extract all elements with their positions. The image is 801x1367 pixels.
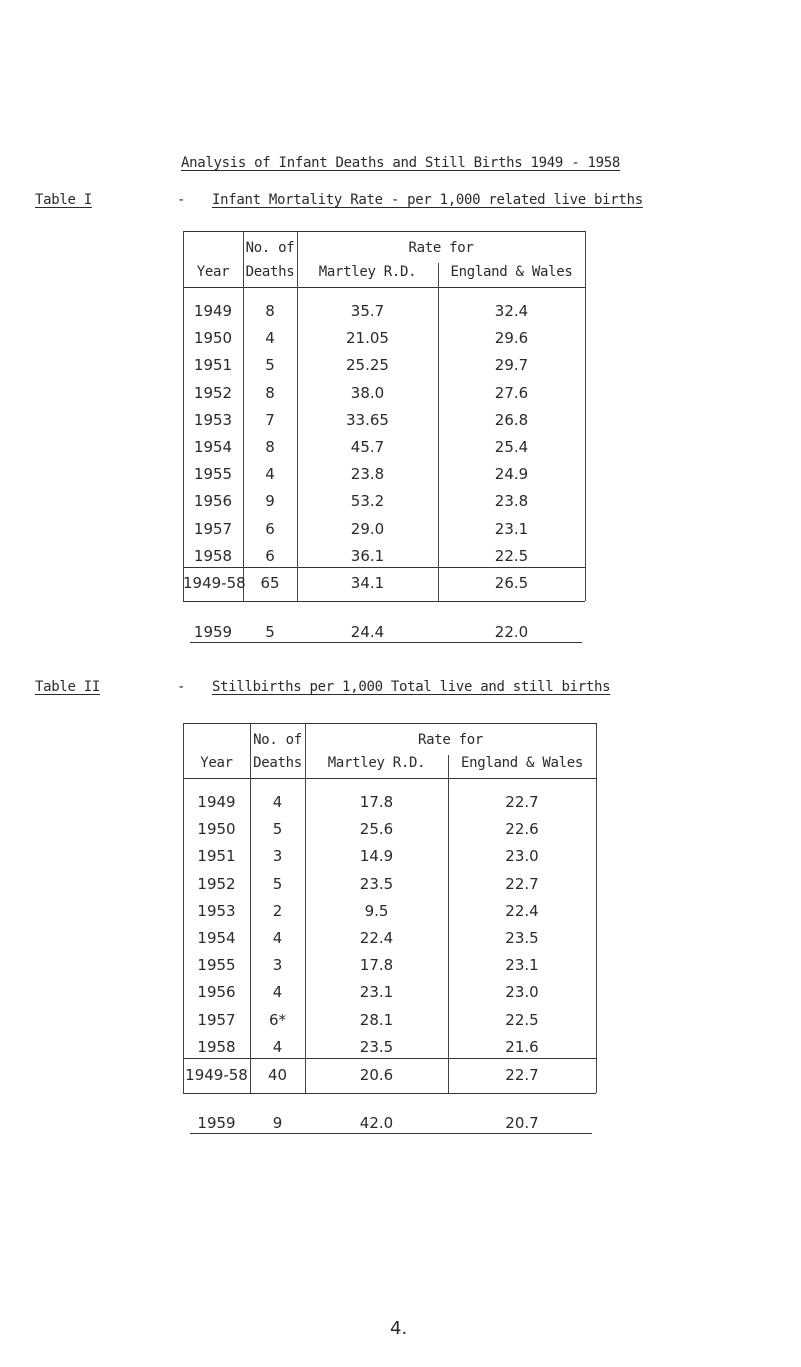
table2-extra-national: 20.7 xyxy=(505,1114,539,1132)
table1-row-year: 1950 xyxy=(193,329,233,348)
table2-row-national: 23.1 xyxy=(505,956,539,975)
table2-total-local: 20.6 xyxy=(359,1066,394,1084)
table2-row-year: 1957 xyxy=(197,1010,236,1029)
table2-row-local: 25.6 xyxy=(359,820,394,839)
table1-extra-national: 22.0 xyxy=(494,623,529,641)
page-number: 4. xyxy=(390,1318,408,1339)
table1-row-deaths: 6 xyxy=(265,519,275,538)
table1-total-year: 1949-58 xyxy=(183,574,246,592)
table1-row-national: 26.8 xyxy=(494,410,529,429)
table1-row-national: 23.1 xyxy=(494,519,529,538)
table2-header-deaths-line1: No. of xyxy=(253,732,302,748)
table2-row-deaths: 2 xyxy=(272,901,283,920)
table2-dash: - xyxy=(177,679,186,695)
table1-extra-deaths: 5 xyxy=(265,623,275,641)
table2-row-year: 1951 xyxy=(197,847,236,866)
table1-row-deaths: 6 xyxy=(265,546,275,565)
table1-header-deaths-line1: No. of xyxy=(245,240,295,256)
table2-row-national: 22.4 xyxy=(505,901,539,920)
table2-row-local: 9.5 xyxy=(364,901,389,920)
table1-row-deaths: 8 xyxy=(265,383,275,402)
table1-row-local: 33.65 xyxy=(346,410,389,429)
table2-row-year: 1958 xyxy=(197,1037,236,1056)
table2-header-national: England & Wales xyxy=(461,755,583,771)
table2-row-national: 22.7 xyxy=(505,874,539,893)
table2-row-national: 23.5 xyxy=(505,929,539,947)
table2-row-national: 22.5 xyxy=(505,1010,539,1029)
table2-row-year: 1952 xyxy=(197,874,236,893)
table1-header-year: Year xyxy=(196,264,230,280)
table2-caption: Stillbirths per 1,000 Total live and still births xyxy=(212,679,611,695)
table1-caption: Infant Mortality Rate - per 1,000 related live births xyxy=(212,192,643,208)
page-title: Analysis of Infant Deaths and Still Births 1949 - 1958 xyxy=(181,155,620,171)
table2-row-deaths: 6* xyxy=(268,1010,287,1029)
table2-total-deaths: 40 xyxy=(267,1066,288,1084)
table1-row-national: 25.4 xyxy=(494,438,529,456)
table1-row-deaths: 4 xyxy=(265,465,275,484)
table2-row-deaths: 4 xyxy=(272,983,283,1002)
table1-row-local: 25.25 xyxy=(346,356,389,375)
table2-row-deaths: 4 xyxy=(272,1037,283,1056)
table2-row-national: 21.6 xyxy=(505,1037,539,1056)
table2-total-year: 1949-58 xyxy=(185,1066,248,1084)
table2-extra-deaths: 9 xyxy=(272,1114,283,1132)
table2-row-deaths: 4 xyxy=(272,929,283,947)
table1-total-national: 26.5 xyxy=(494,574,529,592)
table2-row-deaths: 3 xyxy=(272,956,283,975)
table2-row-year: 1954 xyxy=(197,929,236,947)
table2-row-deaths: 3 xyxy=(272,847,283,866)
table2-extra-local: 42.0 xyxy=(359,1114,394,1132)
table2-row-local: 22.4 xyxy=(359,929,394,947)
table1-row-local: 29.0 xyxy=(350,519,385,538)
table1-row-year: 1956 xyxy=(193,492,233,511)
table1-row-national: 27.6 xyxy=(494,383,529,402)
table1-row-deaths: 8 xyxy=(265,302,275,320)
table1-row-national: 23.8 xyxy=(494,492,529,511)
table2-total-national: 22.7 xyxy=(505,1066,539,1084)
table1-row-year: 1958 xyxy=(193,546,233,565)
table1-row-deaths: 8 xyxy=(265,438,275,456)
table1-row-year: 1949 xyxy=(193,302,233,320)
table2-row-local: 23.1 xyxy=(359,983,394,1002)
table1-extra-underline xyxy=(190,642,582,643)
table2-extra-year: 1959 xyxy=(197,1114,236,1132)
table1-header-national: England & Wales xyxy=(450,264,573,280)
table1-row-deaths: 5 xyxy=(265,356,275,375)
table2-row-national: 22.7 xyxy=(505,793,539,811)
table2-header-year: Year xyxy=(200,755,233,771)
table1-total-deaths: 65 xyxy=(260,574,280,592)
table2-label: Table II xyxy=(35,679,101,695)
table2-row-year: 1949 xyxy=(197,793,236,811)
table2-row-year: 1956 xyxy=(197,983,236,1002)
table1-dash: - xyxy=(177,192,186,208)
table1-row-local: 21.05 xyxy=(346,329,389,348)
table2-row-local: 17.8 xyxy=(359,793,394,811)
table2-row-year: 1955 xyxy=(197,956,236,975)
table2-row-deaths: 4 xyxy=(272,793,283,811)
table1-row-year: 1953 xyxy=(193,410,233,429)
table2-row-deaths: 5 xyxy=(272,874,283,893)
table2-row-local: 17.8 xyxy=(359,956,394,975)
table2-row-year: 1950 xyxy=(197,820,236,839)
table1-row-deaths: 9 xyxy=(265,492,275,511)
table1-header-deaths-line2: Deaths xyxy=(245,264,295,280)
table1-row-local: 38.0 xyxy=(350,383,385,402)
table1-row-local: 23.8 xyxy=(350,465,385,484)
table2-row-local: 23.5 xyxy=(359,874,394,893)
table1-row-local: 45.7 xyxy=(350,438,385,456)
table1-row-national: 24.9 xyxy=(494,465,529,484)
table1-row-deaths: 7 xyxy=(265,410,275,429)
table1-row-year: 1952 xyxy=(193,383,233,402)
table1-row-local: 53.2 xyxy=(350,492,385,511)
table2-row-deaths: 5 xyxy=(272,820,283,839)
table2-row-national: 23.0 xyxy=(505,847,539,866)
table1-row-year: 1957 xyxy=(193,519,233,538)
table2-row-national: 23.0 xyxy=(505,983,539,1002)
table1-row-deaths: 4 xyxy=(265,329,275,348)
table1-row-national: 29.7 xyxy=(494,356,529,375)
table2-row-local: 23.5 xyxy=(359,1037,394,1056)
table1-extra-local: 24.4 xyxy=(350,623,385,641)
table1-header-rate-for: Rate for xyxy=(408,240,474,256)
table1-row-national: 29.6 xyxy=(494,329,529,348)
table1-row-local: 36.1 xyxy=(350,546,385,565)
table1-total-local: 34.1 xyxy=(350,574,385,592)
table1-row-local: 35.7 xyxy=(350,302,385,320)
table2-row-national: 22.6 xyxy=(505,820,539,839)
table2-header-deaths-line2: Deaths xyxy=(253,755,302,771)
table1-label: Table I xyxy=(35,192,92,208)
table2-extra-underline xyxy=(190,1133,592,1134)
table2-header-local: Martley R.D. xyxy=(327,755,426,771)
table1-row-year: 1955 xyxy=(193,465,233,484)
table2-row-local: 28.1 xyxy=(359,1010,394,1029)
table2-row-year: 1953 xyxy=(197,901,236,920)
table1-row-year: 1951 xyxy=(193,356,233,375)
table1-row-national: 32.4 xyxy=(494,302,529,320)
table2-header-rate-for: Rate for xyxy=(417,732,484,748)
table1-row-year: 1954 xyxy=(193,438,233,456)
table1-header-local: Martley R.D. xyxy=(318,264,417,280)
table1-extra-year: 1959 xyxy=(193,623,233,641)
table1-row-national: 22.5 xyxy=(494,546,529,565)
table2-row-local: 14.9 xyxy=(359,847,394,866)
